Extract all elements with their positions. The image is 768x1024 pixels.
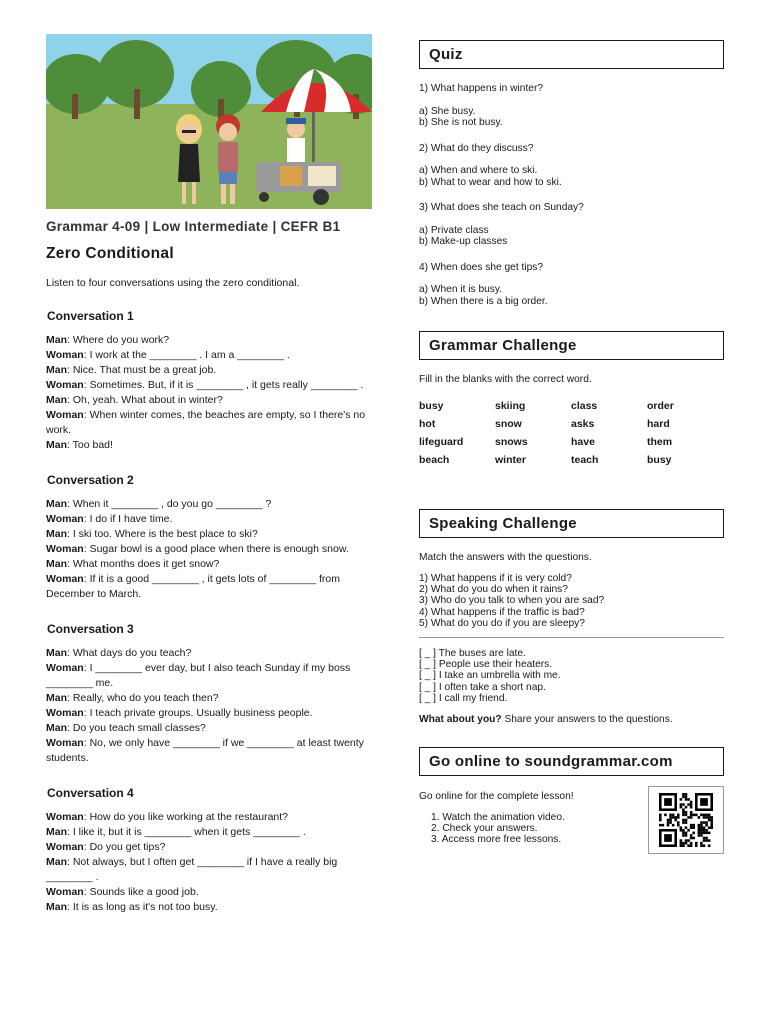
dialogue-line (46, 408, 372, 438)
speaker-label: Man (46, 364, 67, 376)
dialogue-line (46, 497, 372, 512)
speaking-answer: [ _ ] People use their heaters. (419, 659, 553, 671)
speaker-label: Woman (46, 662, 84, 674)
word-bank-item: hot (419, 418, 436, 430)
word-bank-item: have (571, 436, 595, 448)
about-you-label: What about you? (419, 714, 502, 726)
quiz-answer-option: b) What to wear and how to ski. (419, 176, 562, 188)
speaker-label: Man (46, 692, 67, 704)
speaking-answer: [ _ ] I often take a short nap. (419, 681, 546, 693)
quiz-question: 3) What does she teach on Sunday? (419, 202, 584, 213)
dialogue-text: : Really, who do you teach then? (67, 692, 219, 704)
speaker-label: Woman (46, 737, 84, 749)
online-step: 3. Access more free lessons. (431, 834, 562, 846)
dialogue-text: : It is as long as it's not too busy. (67, 901, 218, 913)
word-bank-item: snow (495, 418, 522, 430)
word-bank-item: snows (495, 436, 528, 448)
quiz-question: 4) When does she get tips? (419, 261, 544, 273)
dialogue-line (46, 572, 372, 602)
speaker-label: Man (46, 558, 67, 570)
dialogue-text: : Not always, but I often get ________ if I have a really big ________ . (46, 856, 338, 883)
grammar-instruction: Fill in the blanks with the correct word. (419, 374, 592, 385)
left-column (46, 34, 372, 915)
speaker-label: Woman (46, 543, 84, 555)
dialogue-text: : How do you like working at the restaurant? (83, 811, 289, 823)
speaker-label: Woman (46, 573, 84, 585)
conversations (46, 309, 372, 915)
dialogue-text: : When winter comes, the beaches are empty, so I there's no work. (46, 409, 366, 436)
dialogue-line (46, 706, 372, 721)
speaking-question: 3) Who do you talk to when you are sad? (419, 595, 605, 607)
speaker-label: Woman (46, 513, 84, 525)
word-bank-item: hard (647, 418, 670, 430)
speaker-label: Man (46, 647, 67, 659)
dialogue-line (46, 691, 372, 706)
speaking-answer: [ _ ] The buses are late. (419, 648, 526, 660)
dialogue-text: : When it ________ , do you go ________ ? (67, 498, 272, 510)
dialogue-line (46, 348, 372, 363)
word-bank-item: winter (495, 454, 526, 466)
dialogue-text: : Sugar bowl is a good place when there is enough snow. (83, 543, 349, 555)
conversation-title: Conversation 2 (47, 473, 134, 487)
quiz-question: 2) What do they discuss? (419, 142, 534, 154)
grammar-challenge-heading: Grammar Challenge (419, 331, 724, 360)
dialogue-line (46, 512, 372, 527)
speaking-challenge-heading: Speaking Challenge (419, 509, 724, 538)
dialogue-line (46, 557, 372, 572)
word-bank-item: order (647, 400, 674, 412)
quiz-answers (419, 106, 724, 129)
qr-code-icon[interactable] (648, 786, 724, 854)
dialogue-line (46, 646, 372, 661)
speaking-question: 1) What happens if it is very cold? (419, 573, 572, 584)
speaking-question: 4) What happens if the traffic is bad? (419, 606, 585, 618)
speaker-label: Woman (46, 349, 84, 361)
dialogue-text: : I do if I have time. (83, 513, 173, 525)
quiz-answers (419, 165, 724, 188)
dialogue-text: : Sounds like a good job. (83, 886, 199, 898)
conversation-3 (46, 622, 372, 766)
speaker-label: Woman (46, 811, 84, 823)
dialogue-text: : Nice. That must be a great job. (67, 364, 217, 376)
speaking-answers (419, 648, 724, 704)
word-bank-item: them (647, 436, 673, 448)
quiz-answers (419, 284, 724, 307)
word-bank-item: teach (571, 454, 599, 466)
dialogue-line (46, 825, 372, 840)
right-column (419, 40, 724, 861)
lesson-subtitle: Grammar 4-09 | Low Intermediate | CEFR B1 (46, 219, 341, 234)
speaker-label: Woman (46, 841, 84, 853)
dialogue-line (46, 527, 372, 542)
speaker-label: Man (46, 722, 67, 734)
dialogue-text: : Where do you work? (67, 334, 170, 346)
dialogue-text: : Sometimes. But, if it is ________ , it gets really ________ . (83, 379, 364, 391)
speaker-label: Man (46, 826, 67, 838)
conversation-title: Conversation 4 (47, 786, 134, 800)
lesson-title: Zero Conditional (46, 245, 174, 262)
online-section (419, 791, 724, 861)
online-step: 1. Watch the animation video. (431, 812, 565, 824)
dialogue-text: : Do you teach small classes? (67, 722, 206, 734)
dialogue-text: : What months does it get snow? (67, 558, 220, 570)
dialogue-line (46, 363, 372, 378)
conversation-1 (46, 309, 372, 453)
dialogue-text: : I work at the ________ . I am a ________ . (83, 349, 290, 361)
dialogue-text: : I teach private groups. Usually business people. (83, 707, 313, 719)
online-heading: Go online to soundgrammar.com (419, 747, 724, 776)
quiz-question: 1) What happens in winter? (419, 83, 544, 94)
conversation-4 (46, 786, 372, 915)
word-bank-item: busy (647, 454, 672, 466)
dialogue-line (46, 721, 372, 736)
dialogue-text: : Oh, yeah. What about in winter? (67, 394, 223, 406)
word-bank-item: class (571, 400, 598, 412)
dialogue-line (46, 885, 372, 900)
word-bank-item: skiing (495, 400, 526, 412)
quiz-answer-option: a) Private class (419, 224, 489, 236)
speaker-label: Woman (46, 409, 84, 421)
word-bank-item: beach (419, 454, 450, 466)
conversation-title: Conversation 3 (47, 622, 134, 636)
dialogue-line (46, 840, 372, 855)
quiz-answer-option: a) When it is busy. (419, 284, 503, 295)
quiz-heading: Quiz (419, 40, 724, 69)
dialogue-text: : What days do you teach? (67, 647, 192, 659)
dialogue-line (46, 333, 372, 348)
speaker-label: Woman (46, 886, 84, 898)
speaking-question: 5) What do you do if you are sleepy? (419, 617, 585, 629)
speaker-label: Man (46, 528, 67, 540)
speaker-label: Man (46, 394, 67, 406)
dialogue-text: : I ski too. Where is the best place to ski? (67, 528, 258, 540)
word-bank (419, 399, 724, 467)
dialogue-line (46, 378, 372, 393)
divider (419, 637, 724, 638)
lesson-intro: Listen to four conversations using the zero conditional. (46, 277, 300, 289)
about-you (419, 714, 724, 725)
quiz-answer-option: a) When and where to ski. (419, 165, 538, 176)
quiz-answer-option: a) She busy. (419, 105, 476, 117)
conversation-2 (46, 473, 372, 602)
speaker-label: Woman (46, 707, 84, 719)
dialogue-text: : I ________ ever day, but I also teach Sunday if my boss ________ me. (46, 662, 351, 689)
dialogue-line (46, 438, 372, 453)
cartoon-illustration (46, 34, 372, 209)
speaking-answer: [ _ ] I call my friend. (419, 692, 508, 704)
quiz-list (419, 83, 724, 307)
online-text: Go online for the complete lesson! (419, 791, 574, 803)
dialogue-line (46, 393, 372, 408)
dialogue-text: : If it is a good ________ , it gets lots of ________ from December to March. (46, 573, 340, 600)
speaking-question: 2) What do you do when it rains? (419, 584, 568, 596)
word-bank-item: busy (419, 400, 444, 412)
speaking-answer: [ _ ] I take an umbrella with me. (419, 670, 561, 682)
dialogue-text: : I like it, but it is ________ when it gets ________ . (67, 826, 306, 838)
speaking-instruction: Match the answers with the questions. (419, 552, 592, 563)
dialogue-line (46, 736, 372, 766)
speaker-label: Woman (46, 379, 84, 391)
about-you-text: Share your answers to the questions. (501, 714, 673, 726)
dialogue-line (46, 661, 372, 691)
conversation-title: Conversation 1 (47, 309, 134, 323)
speaker-label: Man (46, 334, 67, 346)
quiz-answers (419, 225, 724, 248)
dialogue-line (46, 855, 372, 885)
dialogue-text: : No, we only have ________ if we ________ at least twenty students. (46, 737, 364, 764)
dialogue-line (46, 542, 372, 557)
dialogue-line (46, 900, 372, 915)
quiz-answer-option: b) She is not busy. (419, 117, 503, 128)
speaker-label: Man (46, 439, 67, 451)
dialogue-text: : Too bad! (67, 439, 113, 451)
dialogue-line (46, 810, 372, 825)
dialogue-text: : Do you get tips? (83, 841, 166, 853)
online-step: 2. Check your answers. (431, 823, 538, 835)
word-bank-item: lifeguard (419, 436, 464, 448)
speaker-label: Man (46, 901, 67, 913)
speaker-label: Man (46, 856, 67, 868)
speaking-questions (419, 573, 724, 629)
quiz-answer-option: b) When there is a big order. (419, 295, 548, 307)
speaker-label: Man (46, 498, 67, 510)
word-bank-item: asks (571, 418, 595, 430)
quiz-answer-option: b) Make-up classes (419, 236, 508, 247)
